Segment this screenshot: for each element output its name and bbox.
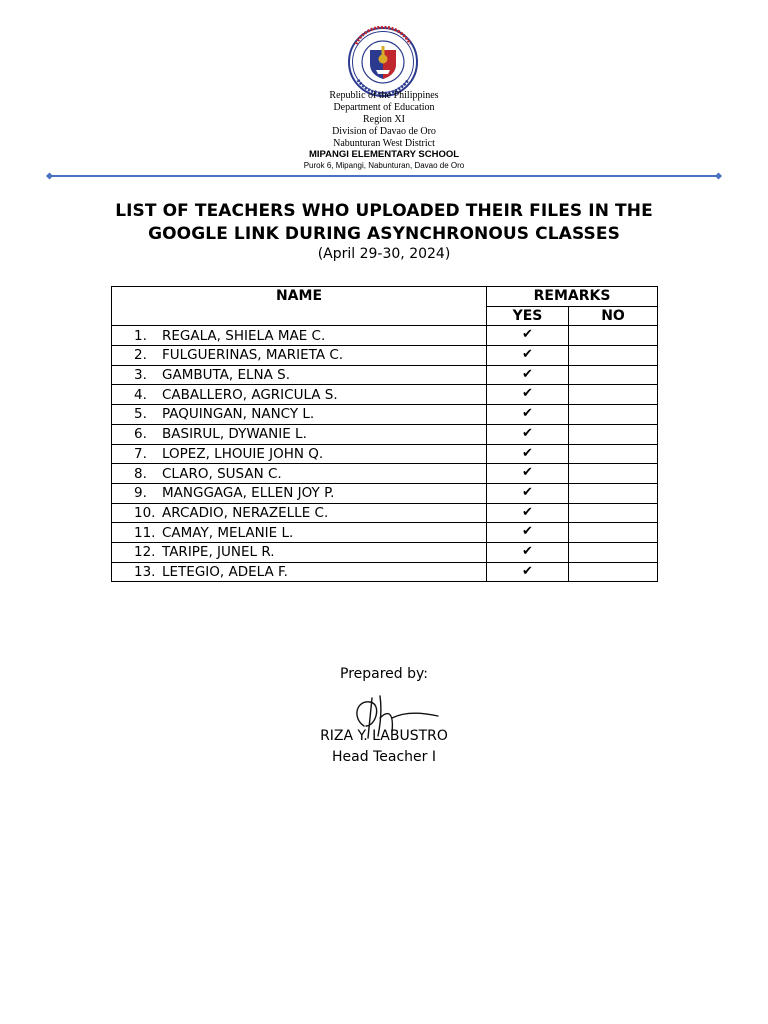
header-school-address: Purok 6, Mipangi, Nabunturan, Davao de Oro — [303, 161, 465, 170]
table-header-row — [112, 287, 658, 307]
remark-no-cell — [569, 346, 658, 366]
teacher-name: BASIRUL, DYWANIE L. — [162, 426, 307, 443]
row-number: 2. — [134, 347, 147, 364]
teacher-name: FULGUERINAS, MARIETA C. — [162, 347, 344, 364]
teacher-name-cell — [112, 562, 487, 582]
teacher-name-cell — [112, 444, 487, 464]
remark-yes-cell — [487, 503, 569, 523]
check-icon: ✔ — [522, 406, 533, 422]
check-icon: ✔ — [522, 366, 533, 382]
table-row — [112, 503, 658, 523]
check-icon: ✔ — [522, 543, 533, 559]
remark-yes-cell — [487, 444, 569, 464]
column-header-remarks: REMARKS — [487, 287, 658, 307]
row-number: 1. — [134, 327, 147, 344]
header-department: Department of Education — [333, 102, 435, 113]
check-icon: ✔ — [522, 484, 533, 500]
table-row — [112, 346, 658, 366]
teacher-name-cell — [112, 346, 487, 366]
check-icon: ✔ — [522, 386, 533, 402]
signatory-name: RIZA Y. LABUSTRO — [320, 728, 448, 744]
row-number: 3. — [134, 367, 147, 384]
table-row — [112, 444, 658, 464]
teacher-name: CAMAY, MELANIE L. — [162, 524, 294, 541]
document-title-line-1: LIST OF TEACHERS WHO UPLOADED THEIR FILES IN THE — [115, 201, 653, 221]
teacher-name-cell — [112, 326, 487, 346]
remark-no-cell — [569, 326, 658, 346]
table-row — [112, 385, 658, 405]
remark-no-cell — [569, 424, 658, 444]
row-number: 7. — [134, 445, 147, 462]
header-district: Nabunturan West District — [333, 138, 435, 149]
remark-no-cell — [569, 542, 658, 562]
remark-yes-cell — [487, 562, 569, 582]
teacher-name: LETEGIO, ADELA F. — [162, 563, 288, 580]
remark-yes-cell — [487, 523, 569, 543]
teacher-name: TARIPE, JUNEL R. — [162, 544, 275, 561]
teacher-name-cell — [112, 385, 487, 405]
remark-yes-cell — [487, 365, 569, 385]
table-row — [112, 523, 658, 543]
teacher-name-cell — [112, 464, 487, 484]
remark-yes-cell — [487, 464, 569, 484]
teacher-name-cell — [112, 503, 487, 523]
row-number: 9. — [134, 485, 147, 502]
table-row — [112, 365, 658, 385]
check-icon: ✔ — [522, 465, 533, 481]
teacher-name-cell — [112, 424, 487, 444]
remark-no-cell — [569, 444, 658, 464]
remark-yes-cell — [487, 542, 569, 562]
remark-yes-cell — [487, 424, 569, 444]
row-number: 10. — [134, 504, 156, 521]
remark-no-cell — [569, 365, 658, 385]
remark-yes-cell — [487, 385, 569, 405]
prepared-by-label: Prepared by: — [340, 666, 428, 682]
teacher-name-cell — [112, 405, 487, 425]
remark-no-cell — [569, 405, 658, 425]
remark-no-cell — [569, 483, 658, 503]
table-row — [112, 405, 658, 425]
table-row — [112, 326, 658, 346]
header-division: Division of Davao de Oro — [332, 126, 436, 137]
row-number: 13. — [134, 563, 156, 580]
remark-no-cell — [569, 503, 658, 523]
table-row — [112, 424, 658, 444]
remark-yes-cell — [487, 483, 569, 503]
remark-no-cell — [569, 523, 658, 543]
teacher-name-cell — [112, 523, 487, 543]
teacher-name: CLARO, SUSAN C. — [162, 465, 282, 482]
teachers-table — [111, 286, 658, 582]
remark-no-cell — [569, 562, 658, 582]
document-title-line-2: GOOGLE LINK DURING ASYNCHRONOUS CLASSES — [148, 224, 620, 244]
teacher-name: GAMBUTA, ELNA S. — [162, 367, 291, 384]
check-icon: ✔ — [522, 347, 533, 363]
remark-yes-cell — [487, 326, 569, 346]
teacher-name: CABALLERO, AGRICULA S. — [162, 386, 338, 403]
check-icon: ✔ — [522, 327, 533, 343]
teacher-name: REGALA, SHIELA MAE C. — [162, 327, 326, 344]
table-row — [112, 483, 658, 503]
teacher-name-cell — [112, 542, 487, 562]
deped-seal-logo — [346, 26, 420, 98]
check-icon: ✔ — [522, 563, 533, 579]
row-number: 5. — [134, 406, 147, 423]
teacher-name: PAQUINGAN, NANCY L. — [162, 406, 315, 423]
check-icon: ✔ — [522, 425, 533, 441]
column-header-no: NO — [569, 306, 658, 326]
row-number: 6. — [134, 426, 147, 443]
teacher-name-cell — [112, 483, 487, 503]
check-icon: ✔ — [522, 524, 533, 540]
row-number: 8. — [134, 465, 147, 482]
table-row — [112, 464, 658, 484]
document-date: (April 29-30, 2024) — [317, 246, 451, 262]
column-header-yes: YES — [487, 306, 569, 326]
table-row — [112, 562, 658, 582]
row-number: 12. — [134, 544, 156, 561]
table-row — [112, 542, 658, 562]
remark-yes-cell — [487, 405, 569, 425]
teacher-name-cell — [112, 365, 487, 385]
row-number: 4. — [134, 386, 147, 403]
header-school-name: MIPANGI ELEMENTARY SCHOOL — [308, 149, 460, 160]
row-number: 11. — [134, 524, 156, 541]
header-divider — [46, 172, 722, 180]
header-region: Region XI — [363, 114, 405, 125]
check-icon: ✔ — [522, 445, 533, 461]
remark-yes-cell — [487, 346, 569, 366]
column-header-name: NAME — [112, 287, 487, 326]
teacher-name: LOPEZ, LHOUIE JOHN Q. — [162, 445, 324, 462]
header-republic: Republic of the Philippines — [329, 90, 439, 101]
signatory-position: Head Teacher I — [332, 749, 436, 765]
remark-no-cell — [569, 385, 658, 405]
remark-no-cell — [569, 464, 658, 484]
check-icon: ✔ — [522, 504, 533, 520]
teacher-name: MANGGAGA, ELLEN JOY P. — [162, 485, 335, 502]
teacher-name: ARCADIO, NERAZELLE C. — [162, 504, 329, 521]
